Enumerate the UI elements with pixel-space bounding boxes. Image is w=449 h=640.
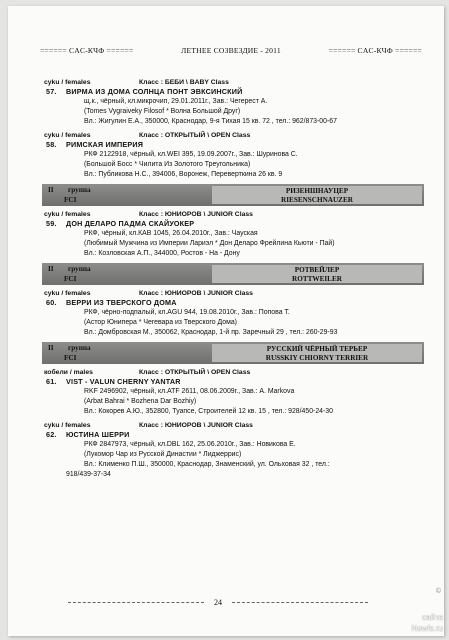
group-word: группа [68,186,91,194]
breed-group-banner [42,342,424,364]
class-heading [44,289,422,298]
group-number: II [48,344,54,352]
breed-name-box [212,265,422,283]
group-word: группа [68,265,91,273]
entry-detail-line: (Большой Босс * Чилита Из Золотого Треугольника) [84,161,251,168]
dog-entry [44,140,422,180]
group-label [42,342,212,364]
entry-detail-line: Вл.: Козловская А.П., 344000, Ростов - На - Дону [84,250,240,257]
site-watermark [411,612,443,634]
watermark-line-1: сайта [422,613,443,622]
class-heading [44,368,422,377]
dog-name: ВИРМА ИЗ ДОМА СОЛНЦА ПОНТ ЭВКСИНСКИЙ [66,87,243,96]
breed-name-ru: РУССКИЙ ЧЁРНЫЙ ТЕРЬЕР [266,345,368,353]
class-label: Класс : ЮНИОРОВ \ JUNIOR Class [139,211,253,218]
entry-title [44,430,422,440]
catalog-content [44,74,422,480]
entry-title [44,298,422,308]
copyright-icon: © [435,588,441,595]
class-heading [44,421,422,430]
entry-detail-line: РКФ, чёрный, кл.КАВ 1045, 26.04.2010г., Зав.: Чауская [84,230,258,237]
entry-number: 60. [46,298,57,307]
group-label-en: FCI [64,354,77,362]
breed-name-en: ROTTWEILER [292,275,342,283]
entry-detail-line: (Астор Юнипера * Чегевара из Тверского Дома) [84,319,237,326]
header-center: ЛЕТНЕЕ СОЗВЕЗДИЕ - 2011 [181,46,281,55]
entry-number: 59. [46,219,57,228]
group-word: группа [68,344,91,352]
sex-label: cyku / females [44,132,91,139]
sex-label: cyku / females [44,211,91,218]
breed-name-en: RUSSKIY CHIORNY TERRIER [265,354,369,362]
class-label: Класс : ОТКРЫТЫЙ \ OPEN Class [139,369,251,376]
dog-entry [44,298,422,338]
dog-name: VIST - VALUN CHERNY YANTAR [66,377,181,386]
breed-group-banner [42,184,424,206]
class-heading [44,131,422,140]
entry-title [44,87,422,97]
entry-title [44,377,422,387]
breed-name-box [212,344,422,362]
entry-number: 61. [46,377,57,386]
entry-number: 58. [46,140,57,149]
entry-detail-line: (Tomes Vygraiveky Filosof * Волна Большой Друг) [84,108,241,115]
dog-entry [44,377,422,417]
header-right: ====== CAC-КЧФ ====== [328,46,422,55]
entry-number: 62. [46,430,57,439]
sex-label: кобели / males [44,369,93,376]
class-label: Класс : ОТКРЫТЫЙ \ OPEN Class [139,132,251,139]
group-number: II [48,265,54,273]
breed-name-ru: РИЗЕНШНАУЦЕР [285,187,349,195]
dog-entry [44,219,422,259]
dog-name: ВЕРРИ ИЗ ТВЕРСКОГО ДОМА [66,298,177,307]
dog-entry [44,87,422,127]
entry-detail-line: (Лукомор Чар из Русской Династии * Лиджеррис) [84,451,242,458]
watermark-line-2: Newfs.ru [411,624,443,633]
entry-detail-line: Вл.: Домбровская М., 350062, Краснодар, 1-й пр. Заречный 29 , тел.: 260-29-93 [84,329,338,336]
entry-detail-line: щ.к., чёрный, кл.микрочип, 29.01.2011г., Зав.: Чегерест А. [84,98,268,105]
sex-label: cyku / females [44,422,91,429]
class-heading [44,78,422,87]
page-footer [68,598,368,607]
group-label-ru [48,264,212,274]
group-number: II [48,186,54,194]
entry-detail-line: Вл.: Кокорев А.Ю., 352800, Туапсе, Строителей 12 кв. 15 , тел.: 928/450-24-30 [84,408,333,415]
dog-entry [44,430,422,480]
dog-name: РИМСКАЯ ИМПЕРИЯ [66,140,144,149]
group-label-en: FCI [64,275,77,283]
group-label [42,184,212,206]
entry-number: 57. [46,87,57,96]
entry-detail-line: Вл.: Жигулин Е.А., 350000, Краснодар, 9-я Тихая 15 кв. 72 , тел.: 962/873-00-67 [84,118,337,125]
group-label-ru [48,343,212,353]
entry-detail-line: RKF 2496902, чёрный, кл.ATF 2611, 08.06.2009г., Зав.: A. Markova [84,388,295,395]
class-label: Класс : БЕБИ \ BABY Class [139,79,229,86]
dog-name: ЮСТИНА ШЕРРИ [66,430,130,439]
breed-name-ru: РОТВЕЙЛЕР [294,266,340,274]
breed-name-box [212,186,422,204]
class-label: Класс : ЮНИОРОВ \ JUNIOR Class [139,290,253,297]
header-left: ====== CAC-КЧФ ====== [40,46,134,55]
entry-detail-line: РКФ, чёрно-подпалый, кл.AGU 944, 19.08.2010г., Зав.: Попова Т. [84,309,290,316]
footer-rule-left [68,602,204,603]
dog-name: ДОН ДЕЛАРО ПАДМА СКАЙУОКЕР [66,219,195,228]
class-label: Класс : ЮНИОРОВ \ JUNIOR Class [139,422,253,429]
breed-name-en: RIESENSCHNAUZER [281,196,353,204]
group-label-ru [48,185,212,195]
entry-detail-line: (Любимый Мужчина из Империи Лариэл * Дон Деларо Фрейлина Кьюти - Пай) [84,240,335,247]
entry-detail-line: Вл.: Клименко П.Ш., 350000, Краснодар, Знаменский, ул. Ольховая 32 , тел.: [84,461,330,468]
page-number: 24 [214,598,222,607]
entry-detail-line: Вл.: Публикова Н.С., 394006, Воронеж, Переверткина 26 кв. 9 [84,171,283,178]
catalog-page [8,6,444,636]
group-label [42,263,212,285]
page-header [40,46,422,55]
entry-detail-continuation: 918/439-37-34 [66,471,111,478]
sex-label: cyku / females [44,79,91,86]
breed-group-banner [42,263,424,285]
class-heading [44,210,422,219]
entry-title [44,219,422,229]
group-label-en: FCI [64,196,77,204]
entry-detail-line: РКФ 2847973, чёрный, кл.DBL 162, 25.06.2010г., Зав.: Новикова Е. [84,441,296,448]
sex-label: cyku / females [44,290,91,297]
footer-rule-right [232,602,368,603]
entry-detail-line: РКФ 2122918, чёрный, кл.WEI 395, 19.09.2007г., Зав.: Шуринова С. [84,151,298,158]
entry-title [44,140,422,150]
entry-detail-line: (Arbat Bahrai * Bozhena Dar Bozhiy) [84,398,197,405]
